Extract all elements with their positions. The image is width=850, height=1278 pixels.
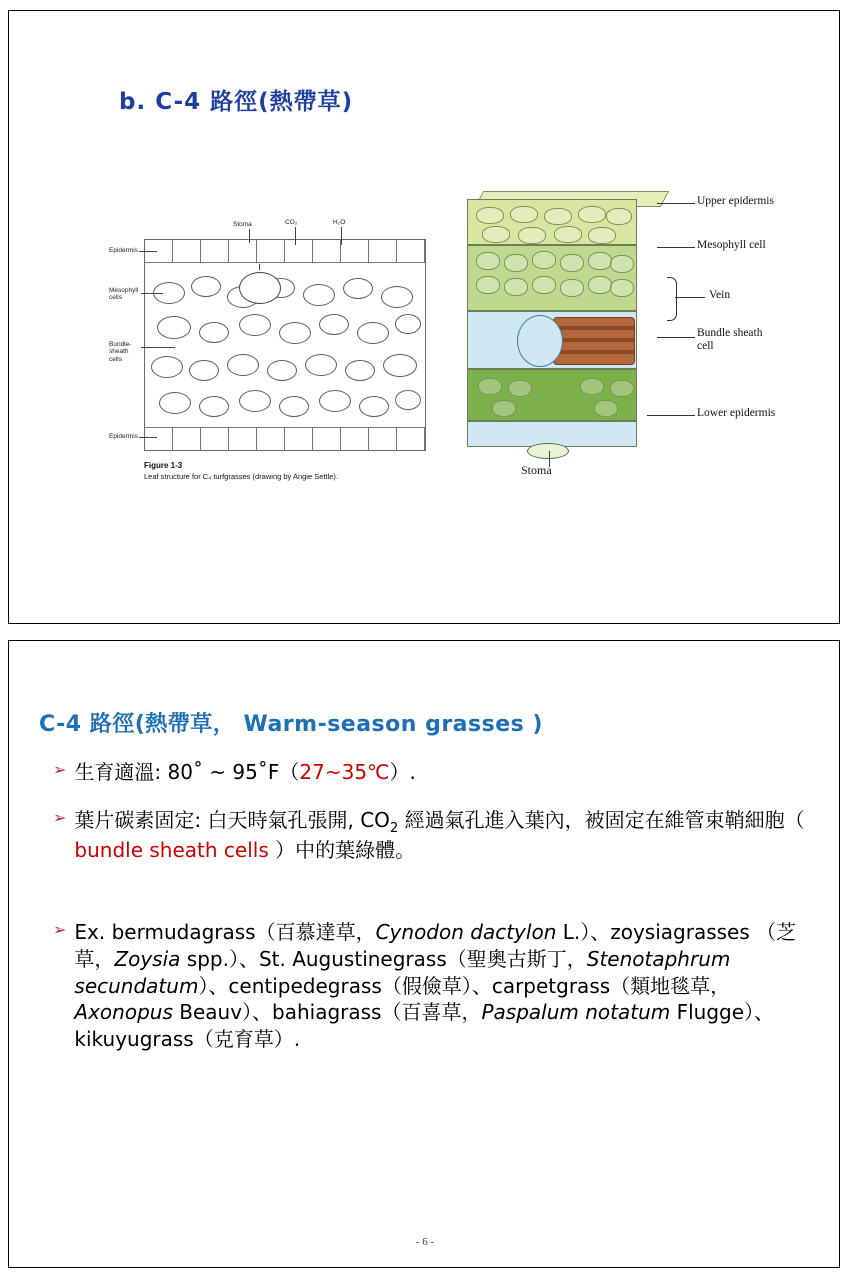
epidermis-cell	[285, 428, 313, 450]
epidermis-top-row	[145, 240, 425, 263]
mesophyll-cell	[151, 356, 183, 378]
mesophyll-cell	[504, 254, 528, 272]
mesophyll-cell	[594, 400, 618, 417]
mesophyll-cell	[357, 322, 389, 344]
bullet-marker-icon: ➢	[53, 810, 67, 827]
bullet-marker-icon: ➢	[53, 762, 67, 779]
mesophyll-cell	[478, 378, 502, 395]
epidermis-cell	[510, 206, 538, 223]
mesophyll-cell	[359, 396, 389, 417]
bullet-temperature	[53, 759, 813, 786]
mesophyll-cell	[239, 314, 271, 336]
bullet-temperature-text: 生育適溫: 80˚ ~ 95˚F（27~35℃）.	[74, 760, 416, 784]
bullet-marker-icon: ➢	[53, 922, 67, 939]
figure-caption-title: Figure 1-3	[144, 461, 183, 470]
mesophyll-cell	[191, 276, 221, 297]
epidermis-cell	[476, 207, 504, 224]
epidermis-cell	[229, 240, 257, 262]
leader-line	[141, 347, 175, 348]
vein-stripe	[554, 338, 634, 342]
stoma-opening	[527, 443, 569, 459]
mesophyll-cell	[492, 400, 516, 417]
epidermis-cell	[145, 428, 173, 450]
epidermis-bottom-row	[145, 427, 425, 450]
bullet-carbon-fixation	[53, 807, 813, 864]
leader-line	[139, 437, 157, 438]
mesophyll-cell	[508, 380, 532, 397]
epidermis-cell	[285, 240, 313, 262]
mesophyll-cell	[189, 360, 219, 381]
label-mesophyll-cells: Mesophyll cells	[109, 287, 139, 302]
figure-group	[89, 181, 779, 511]
mesophyll-cell	[395, 314, 421, 334]
leader-line	[657, 203, 695, 204]
leaf-block	[467, 191, 663, 449]
leader-line	[139, 251, 157, 252]
mesophyll-cell	[305, 354, 337, 376]
epidermis-cell	[229, 428, 257, 450]
vein-stripe	[554, 350, 634, 354]
mesophyll-cell	[303, 284, 335, 306]
epidermis-cell	[341, 428, 369, 450]
bullet-examples-text: Ex. bermudagrass（百慕達草，Cynodon dactylon L.）、zoysiagrasses （芝草，Zoysia spp.）、St. Augustinegrass（聖奧古斯丁，Stenotaphrum secundatum）、centipedegrass（假儉草）、carpetgrass（類地毯草，Axonopus Beauv）、bahiagrass（百喜草，Paspalum notatum Flugge）、kikuyugrass（克育草）.	[74, 920, 797, 1052]
mesophyll-cell	[227, 354, 259, 376]
epidermis-cell	[588, 227, 616, 244]
bullet-examples	[53, 919, 813, 1053]
label-bundle-sheath-cells: Bundle-sheath cells	[109, 341, 132, 363]
label-mesophyll-cell: Mesophyll cell	[697, 239, 766, 251]
label-stoma: Stoma	[233, 221, 252, 228]
mesophyll-cell	[319, 314, 349, 335]
slide-2-title: C-4 路徑(熱帶草， Warm-season grasses )	[39, 712, 543, 737]
leaf-3d-block-diagram	[461, 181, 779, 511]
epidermis-cell	[341, 240, 369, 262]
label-epidermis-top: Epidermis	[109, 247, 138, 254]
leader-line	[647, 415, 695, 416]
epidermis-cell	[578, 206, 606, 223]
epidermis-cell	[201, 240, 229, 262]
epidermis-cell	[257, 240, 285, 262]
mesophyll-cell	[343, 278, 373, 299]
label-bundle-sheath-cell: Bundle sheath cell	[697, 327, 763, 352]
leaf-section-box	[144, 239, 426, 451]
upper-epidermis-layer	[467, 199, 637, 245]
mesophyll-cell	[279, 322, 311, 344]
mesophyll-cell	[588, 252, 612, 270]
label-stoma-3d: Stoma	[521, 463, 552, 477]
mesophyll-field	[147, 264, 423, 426]
page-number: - 6 -	[415, 1236, 435, 1248]
figure-caption	[144, 461, 338, 482]
mesophyll-cell	[279, 396, 309, 417]
mesophyll-cell	[159, 392, 191, 414]
leader-line	[657, 247, 695, 248]
vein-brace	[667, 277, 677, 321]
mesophyll-cell	[560, 279, 584, 297]
mesophyll-cell	[157, 316, 191, 339]
bullet-carbon-fixation-text: 葉片碳素固定: 白天時氣孔張開, $CO_2$ 經過氣孔進入葉內，被固定在維管束鞘細胞（ bundle sheath cells ）中的葉綠體。	[74, 808, 805, 863]
mesophyll-cell	[395, 390, 421, 410]
mesophyll-cell	[532, 251, 556, 269]
label-upper-epidermis: Upper epidermis	[697, 195, 774, 207]
mesophyll-cell	[560, 254, 584, 272]
bundle-sheath-cell	[517, 315, 563, 367]
epidermis-cell	[369, 428, 397, 450]
label-h2o: H₂O	[333, 219, 346, 226]
mesophyll-cell	[476, 276, 500, 294]
mesophyll-cell	[345, 360, 375, 381]
slide-2	[8, 640, 840, 1268]
figure-caption-text: Leaf structure for C₄ turfgrasses (drawing by Angie Settle).	[144, 471, 338, 481]
mesophyll-cell	[199, 322, 229, 343]
mesophyll-cell	[381, 286, 413, 308]
epidermis-cell	[257, 428, 285, 450]
leader-line	[141, 293, 163, 294]
epidermis-cell	[173, 428, 201, 450]
mesophyll-cell	[610, 255, 634, 273]
mesophyll-cell	[319, 390, 351, 412]
mesophyll-cell	[610, 380, 634, 397]
epidermis-cell	[606, 208, 632, 225]
stoma-connector	[259, 264, 260, 270]
leader-line	[675, 297, 705, 298]
epidermis-cell	[397, 240, 425, 262]
mesophyll-cell	[610, 279, 634, 297]
label-co2: CO₂	[285, 219, 298, 226]
label-lower-epidermis: Lower epidermis	[697, 407, 776, 419]
mesophyll-cell	[532, 276, 556, 294]
bundle-sheath-cell	[239, 272, 281, 304]
mesophyll-cell	[239, 390, 271, 412]
mesophyll-cell	[383, 354, 417, 377]
epidermis-cell	[544, 208, 572, 225]
leader-line	[657, 337, 695, 338]
epidermis-cell	[313, 240, 341, 262]
label-epidermis-bottom: Epidermis	[109, 433, 138, 440]
bundle-sheath-cells-term: bundle sheath cells	[74, 838, 269, 863]
vein-bundle	[553, 317, 635, 365]
mesophyll-cell	[267, 360, 297, 381]
mesophyll-cell	[580, 378, 604, 395]
epidermis-cell	[369, 240, 397, 262]
mesophyll-cell	[199, 396, 229, 417]
mesophyll-cell	[588, 276, 612, 294]
slide-1	[8, 10, 840, 624]
epidermis-cell	[397, 428, 425, 450]
epidermis-cell	[518, 227, 546, 244]
leader-line	[295, 227, 296, 245]
mesophyll-cell	[504, 278, 528, 296]
leader-line	[249, 229, 250, 243]
mesophyll-cell	[476, 252, 500, 270]
slide-1-title: b. C-4 路徑(熱帶草)	[119, 89, 354, 115]
mesophyll-layer	[467, 245, 637, 311]
epidermis-cell	[201, 428, 229, 450]
epidermis-cell	[482, 226, 510, 243]
leaf-cross-section-diagram	[109, 211, 439, 501]
lower-mesophyll-layer	[467, 369, 637, 421]
temperature-celsius: 27~35℃	[299, 760, 390, 784]
epidermis-cell	[313, 428, 341, 450]
epidermis-cell	[173, 240, 201, 262]
vein-stripe	[554, 326, 634, 330]
epidermis-cell	[554, 226, 582, 243]
label-vein: Vein	[709, 289, 731, 301]
leader-line	[341, 227, 342, 245]
